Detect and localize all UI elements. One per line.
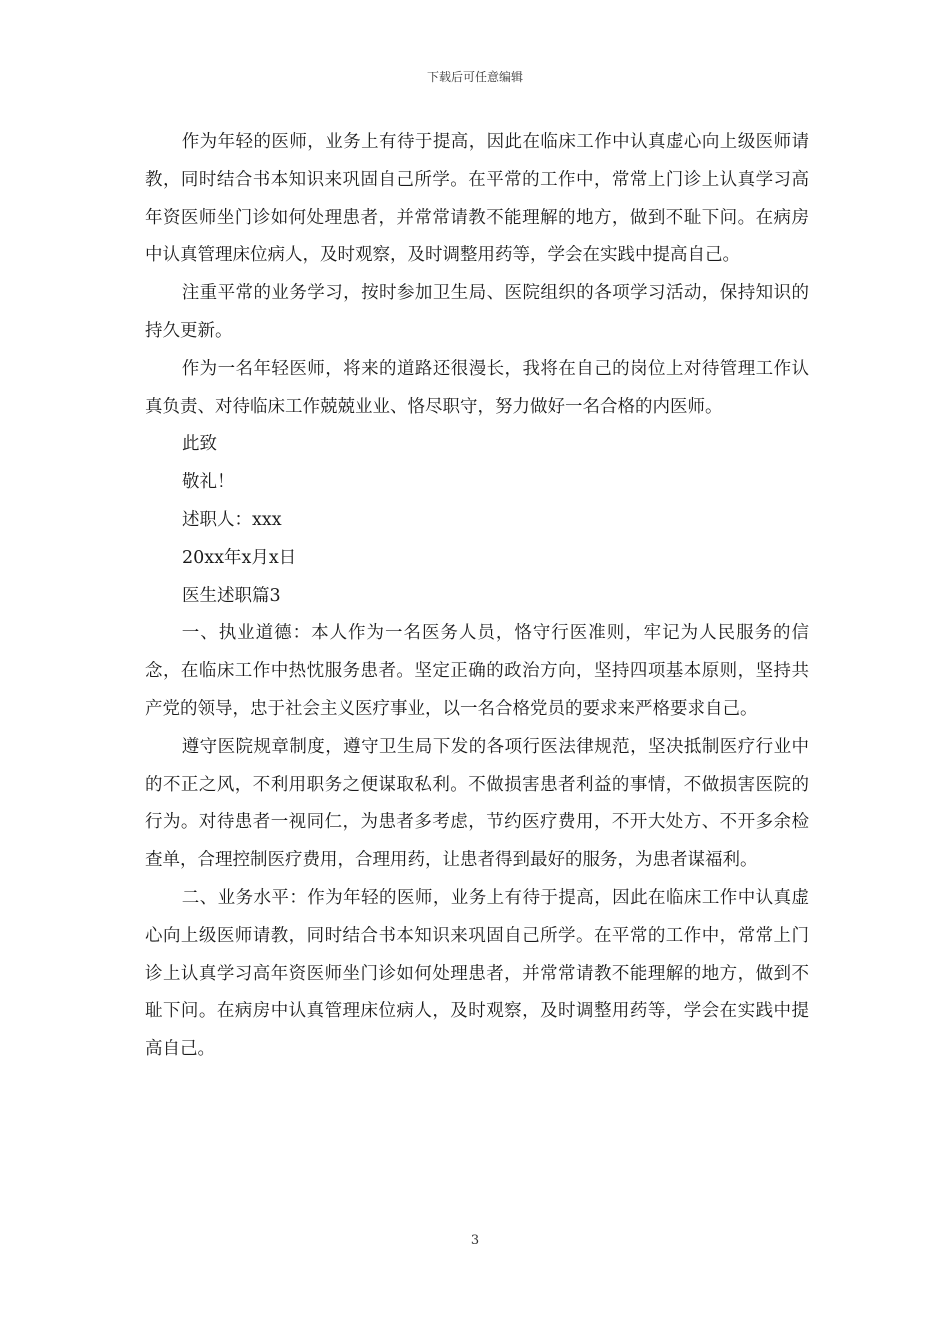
paragraph-business-level: 作为年轻的医师，业务上有待于提高，因此在临床工作中认真虚心向上级医师请教，同时结合书本知识来巩固自己所学。在平常的工作中，常常上门诊上认真学习高年资医师坐门诊如何处理患者，并常常请教不能理解的地方，做到不耻下问。在病房中认真管理床位病人，及时观察，及时调整用药等，学会在实践中提高自己。 xyxy=(145,132,809,266)
paragraph-study: 注重平常的业务学习，按时参加卫生局、医院组织的各项学习活动，保持知识的持久更新。 xyxy=(145,283,809,341)
paragraph-business-level-2: 二、业务水平：作为年轻的医师，业务上有待于提高，因此在临床工作中认真虚心向上级医师请教，同时结合书本知识来巩固自己所学。在平常的工作中，常常上门诊上认真学习高年资医师坐门诊如何处理患者，并常常请教不能理解的地方，做到不耻下问。在病房中认真管理床位病人，及时观察，及时调整用药等，学会在实践中提高自己。 xyxy=(145,887,809,1060)
closing-salutation: 此致 xyxy=(182,434,217,455)
page-number: 3 xyxy=(470,1233,480,1248)
paragraph-rules: 遵守医院规章制度，遵守卫生局下发的各项行医法律规范，坚决抵制医疗行业中的不正之风，不利用职务之便谋取私利。不做损害患者利益的事情，不做损害医院的行为。对待患者一视同仁，为患者多考虑，节约医疗费用，不开大处方、不开多余检查单，合理控制医疗费用，合理用药，让患者得到最好的服务，为患者谋福利。 xyxy=(145,736,809,871)
section-title: 医生述职篇3 xyxy=(182,585,281,606)
paragraph-ethics: 一、执业道德：本人作为一名医务人员，恪守行医准则，牢记为人民服务的信念，在临床工作中热忱服务患者。坚定正确的政治方向，坚持四项基本原则，坚持共产党的领导，忠于社会主义医疗事业，以一名合格党员的要求来严格要求自己。 xyxy=(145,623,809,719)
page-header: 下载后可任意编辑 xyxy=(426,70,523,84)
date-line: 20xx年x月x日 xyxy=(182,547,297,568)
document-body xyxy=(145,124,809,1069)
paragraph-future: 作为一名年轻医师，将来的道路还很漫长，我将在自己的岗位上对待管理工作认真负责、对待临床工作兢兢业业、恪尽职守，努力做好一名合格的内医师。 xyxy=(145,358,809,417)
signature-line: 述职人：xxx xyxy=(182,509,282,530)
closing-respect: 敬礼！ xyxy=(182,472,235,493)
